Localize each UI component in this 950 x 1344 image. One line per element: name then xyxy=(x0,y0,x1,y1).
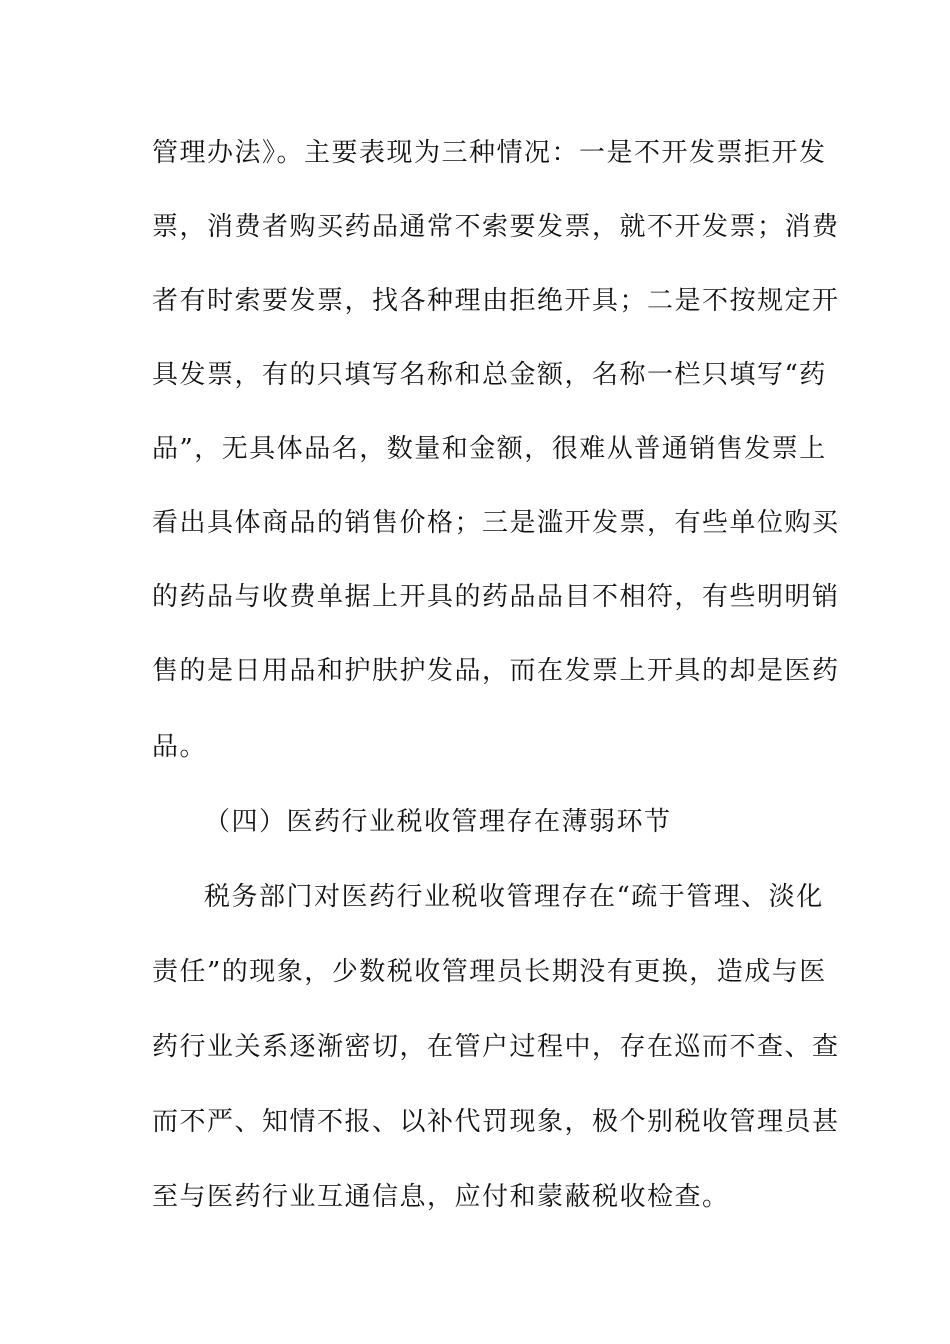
text-line: 品”，无具体品名，数量和金额，很难从普通销售发票上 xyxy=(152,434,827,464)
text-line: 品。 xyxy=(152,732,208,762)
section-heading: （四）医药行业税收管理存在薄弱环节 xyxy=(204,807,672,837)
text-line: 者有时索要发票，找各种理由拒绝开具；二是不按规定开 xyxy=(152,286,840,316)
text-line: 具发票，有的只填写名称和总金额，名称一栏只填写“药 xyxy=(152,360,827,390)
text-line: 售的是日用品和护肤护发品，而在发票上开具的却是医药 xyxy=(152,656,840,686)
text-line: 责任”的现象，少数税收管理员长期没有更换，造成与医 xyxy=(152,957,827,987)
text-line: 票，消费者购买药品通常不索要发票，就不开发票；消费 xyxy=(152,212,840,242)
text-line: 税务部门对医药行业税收管理存在“疏于管理、淡化 xyxy=(204,882,824,912)
text-line: 看出具体商品的销售价格；三是滥开发票，有些单位购买 xyxy=(152,508,840,538)
text-line: 药行业关系逐渐密切，在管户过程中，存在巡而不查、查 xyxy=(152,1032,840,1062)
text-line: 至与医药行业互通信息，应付和蒙蔽税收检查。 xyxy=(152,1182,730,1212)
text-line: 而不严、知情不报、以补代罚现象，极个别税收管理员甚 xyxy=(152,1107,840,1137)
text-line: 的药品与收费单据上开具的药品品目不相符，有些明明销 xyxy=(152,582,840,612)
text-line: 管理办法》。主要表现为三种情况：一是不开发票拒开发 xyxy=(152,138,827,168)
